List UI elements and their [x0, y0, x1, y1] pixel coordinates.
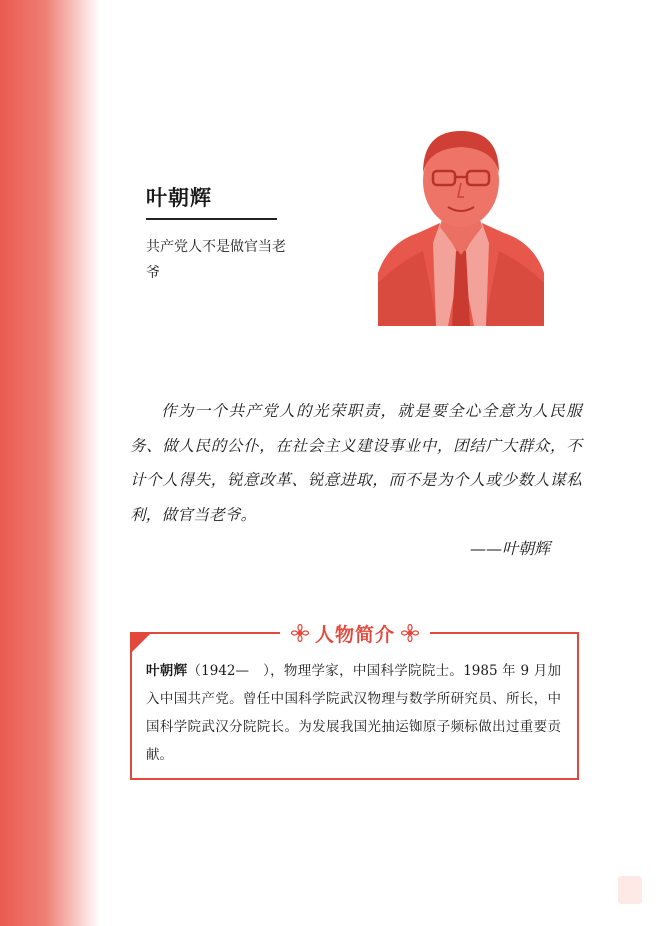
bio-body: （1942— ），物理学家，中国科学院院士。1985 年 9 月加入中国共产党。曾任中国科学院武汉物理与数学所研究员、所长，中国科学院武汉分院院长。为发展我国光抽运铷原子频标做出过重要贡献。	[146, 663, 561, 763]
page-corner-tab	[618, 876, 642, 904]
bio-box-corner	[130, 632, 152, 654]
bio-name: 叶朝辉	[146, 663, 188, 679]
bio-paragraph	[146, 657, 561, 769]
decorative-side-band	[0, 0, 100, 926]
quote-attribution: ——叶朝辉	[470, 539, 551, 558]
bio-section-header	[280, 618, 430, 648]
quote-text: 作为一个共产党人的光荣职责，就是要全心全意为人民服务、做人民的公仆，在社会主义建设事业中，团结广大群众，不计个人得失，锐意改革、锐意进取，而不是为个人或少数人谋私利，做官当老爷。	[130, 402, 582, 524]
person-name: 叶朝辉	[146, 185, 212, 210]
bio-section-title: 人物简介	[314, 623, 395, 646]
portrait-image	[378, 123, 544, 326]
flower-ornament-icon	[401, 624, 419, 642]
flower-ornament-icon	[291, 624, 309, 642]
name-underline	[146, 218, 277, 220]
page-subtitle: 共产党人不是做官当老爷	[146, 239, 286, 281]
